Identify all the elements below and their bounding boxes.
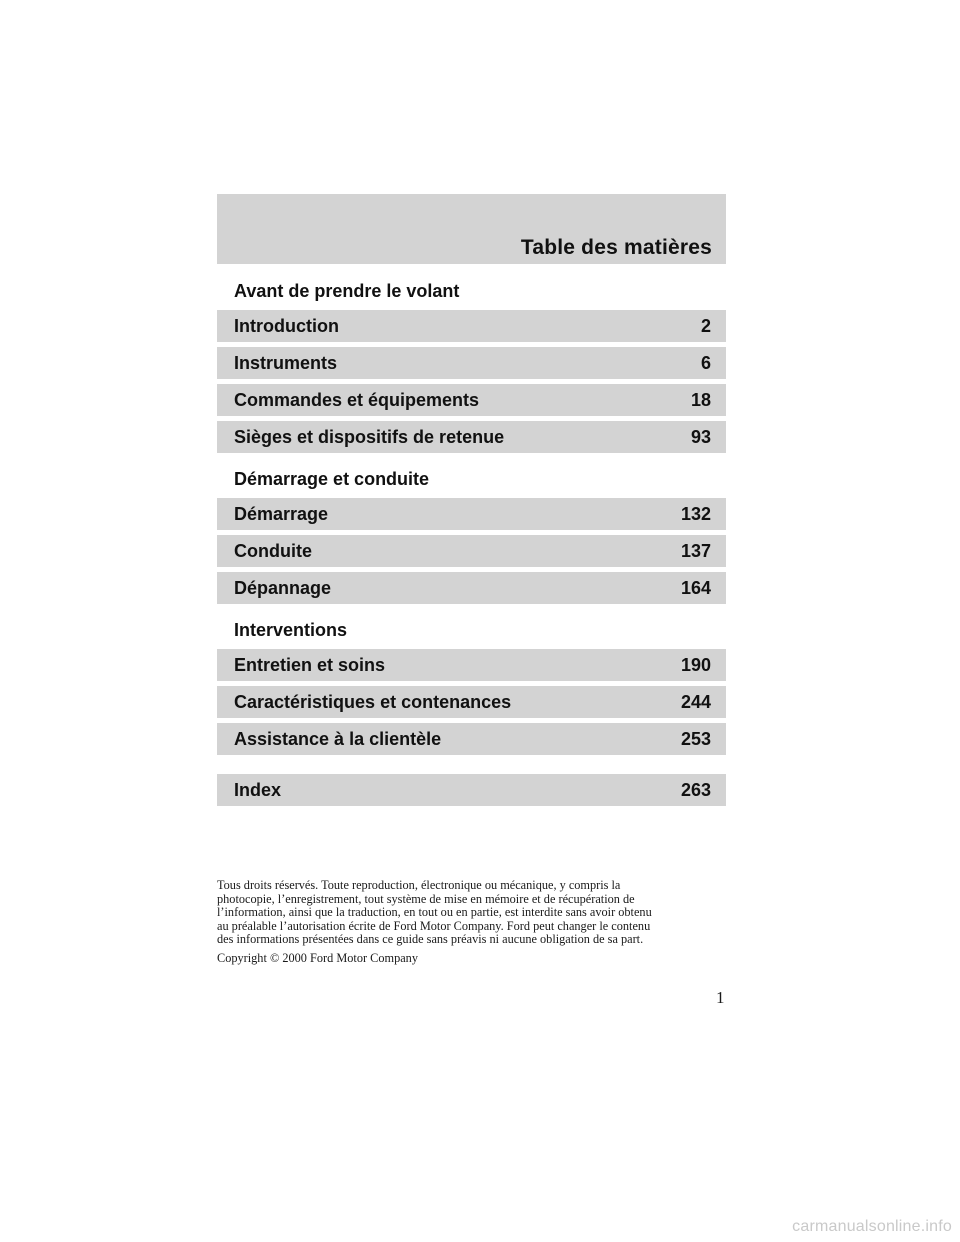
section-heading: Démarrage et conduite <box>234 469 430 489</box>
header-band <box>217 194 726 264</box>
toc-entry-page: 190 <box>680 654 711 675</box>
toc-entry-page: 132 <box>680 503 711 524</box>
toc-entry-entretien[interactable] <box>217 649 726 681</box>
toc-entry-commandes[interactable] <box>217 384 726 416</box>
legal-line: Tous droits réservés. Toute reproduction, électronique ou mécanique, y compris la <box>217 878 621 892</box>
toc-entry-label: Sièges et dispositifs de retenue <box>234 426 505 447</box>
toc-entry-label: Commandes et équipements <box>234 389 480 410</box>
toc-entry-page: 253 <box>680 728 711 749</box>
toc-entry-assistance[interactable] <box>217 723 726 755</box>
section-heading: Interventions <box>234 620 348 640</box>
copyright-notice: Copyright © 2000 Ford Motor Company <box>217 951 418 965</box>
toc-entry-conduite[interactable] <box>217 535 726 567</box>
toc-entry-label: Caractéristiques et contenances <box>234 691 512 712</box>
toc-entry-instruments[interactable] <box>217 347 726 379</box>
toc-entry-index[interactable] <box>217 774 726 806</box>
legal-line: des informations présentées dans ce guide sans préavis ni aucune obligation de sa part. <box>217 932 644 946</box>
toc-entry-label: Introduction <box>234 315 339 336</box>
toc-entry-page: 18 <box>690 389 711 410</box>
watermark-text: carmanualsonline.info <box>792 1218 952 1235</box>
toc-entry-page: 137 <box>680 540 711 561</box>
toc-entry-label: Instruments <box>234 352 338 373</box>
toc-entry-page: 164 <box>680 577 711 598</box>
section-heading: Avant de prendre le volant <box>234 281 460 301</box>
toc-entry-page: 93 <box>690 426 711 447</box>
legal-line: au préalable l’autorisation écrite de Ford Motor Company. Ford peut changer le contenu <box>217 918 651 933</box>
toc-entry-label: Dépannage <box>234 577 332 598</box>
toc-entry-page: 2 <box>700 315 711 336</box>
legal-line: photocopie, l’enregistrement, tout système de mise en mémoire et de récupération de <box>217 891 635 906</box>
page-number: 1 <box>716 988 725 1007</box>
table-of-contents <box>217 270 726 811</box>
legal-line: l’information, ainsi que la traduction, en tout ou en partie, est interdite sans avoir obtenu <box>217 905 652 919</box>
page-title: Table des matières <box>520 236 712 259</box>
toc-entry-label: Conduite <box>234 540 312 561</box>
toc-entry-introduction[interactable] <box>217 310 726 342</box>
toc-entry-page: 244 <box>680 691 711 712</box>
toc-entry-label: Index <box>234 779 282 800</box>
toc-entry-page: 263 <box>680 779 711 800</box>
toc-entry-page: 6 <box>700 352 711 373</box>
toc-entry-sieges[interactable] <box>217 421 726 453</box>
toc-entry-demarrage[interactable] <box>217 498 726 530</box>
toc-entry-depannage[interactable] <box>217 572 726 604</box>
toc-entry-label: Entretien et soins <box>234 654 386 675</box>
legal-notice <box>217 879 737 947</box>
toc-entry-label: Assistance à la clientèle <box>234 728 442 749</box>
toc-entry-label: Démarrage <box>234 503 329 524</box>
toc-entry-caracteristiques[interactable] <box>217 686 726 718</box>
